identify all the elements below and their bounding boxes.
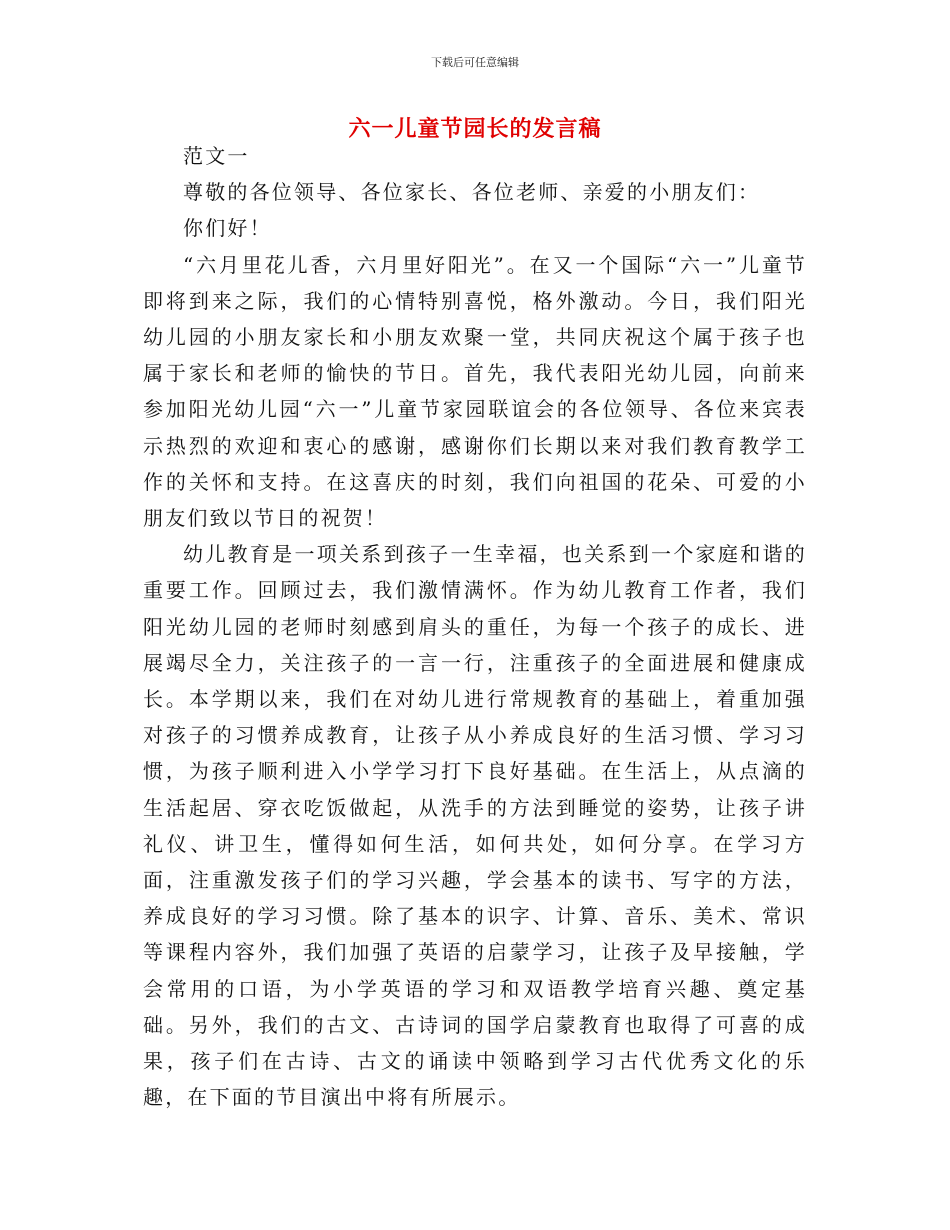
document-body	[143, 138, 807, 1115]
greeting-paragraph: 你们好！	[183, 216, 272, 241]
body-paragraph: 幼儿教育是一项关系到孩子一生幸福，也关系到一个家庭和谐的重要工作。回顾过去，我们激情满怀。作为幼儿教育工作者，我们阳光幼儿园的老师时刻感到肩头的重任，为每一个孩子的成长、进展竭尽全力，关注孩子的一言一行，注重孩子的全面进展和健康成长。本学期以来，我们在对幼儿进行常规教育的基础上，着重加强对孩子的习惯养成教育，让孩子从小养成良好的生活习惯、学习习惯，为孩子顺利进入小学学习打下良好基础。在生活上，从点滴的生活起居、穿衣吃饭做起，从洗手的方法到睡觉的姿势，让孩子讲礼仪、讲卫生，懂得如何生活，如何共处，如何分享。在学习方面，注重激发孩子们的学习兴趣，学会基本的读书、写字的方法，养成良好的学习习惯。除了基本的识字、计算、音乐、美术、常识等课程内容外，我们加强了英语的启蒙学习，让孩子及早接触，学会常用的口语，为小学英语的学习和双语教学培育兴趣、奠定基础。另外，我们的古文、古诗词的国学启蒙教育也取得了可喜的成果，孩子们在古诗、古文的诵读中领略到学习古代优秀文化的乐趣，在下面的节目演出中将有所展示。	[143, 542, 807, 1110]
document-title: 六一儿童节园长的发言稿	[348, 117, 602, 142]
salutation-paragraph: 尊敬的各位领导、各位家长、各位老师、亲爱的小朋友们：	[183, 180, 761, 205]
page-header-note: 下载后可任意编辑	[431, 56, 519, 69]
body-paragraph: “六月里花儿香，六月里好阳光”。在又一个国际“六一”儿童节即将到来之际，我们的心情特别喜悦，格外激动。今日，我们阳光幼儿园的小朋友家长和小朋友欢聚一堂，共同庆祝这个属于孩子也属于家长和老师的愉快的节日。首先，我代表阳光幼儿园，向前来参加阳光幼儿园“六一”儿童节家园联谊会的各位领导、各位来宾表示热烈的欢迎和衷心的感谢，感谢你们长期以来对我们教育教学工作的关怀和支持。在这喜庆的时刻，我们向祖国的花朵、可爱的小朋友们致以节日的祝贺！	[143, 252, 807, 531]
subheading-paragraph: 范文一	[183, 144, 250, 168]
